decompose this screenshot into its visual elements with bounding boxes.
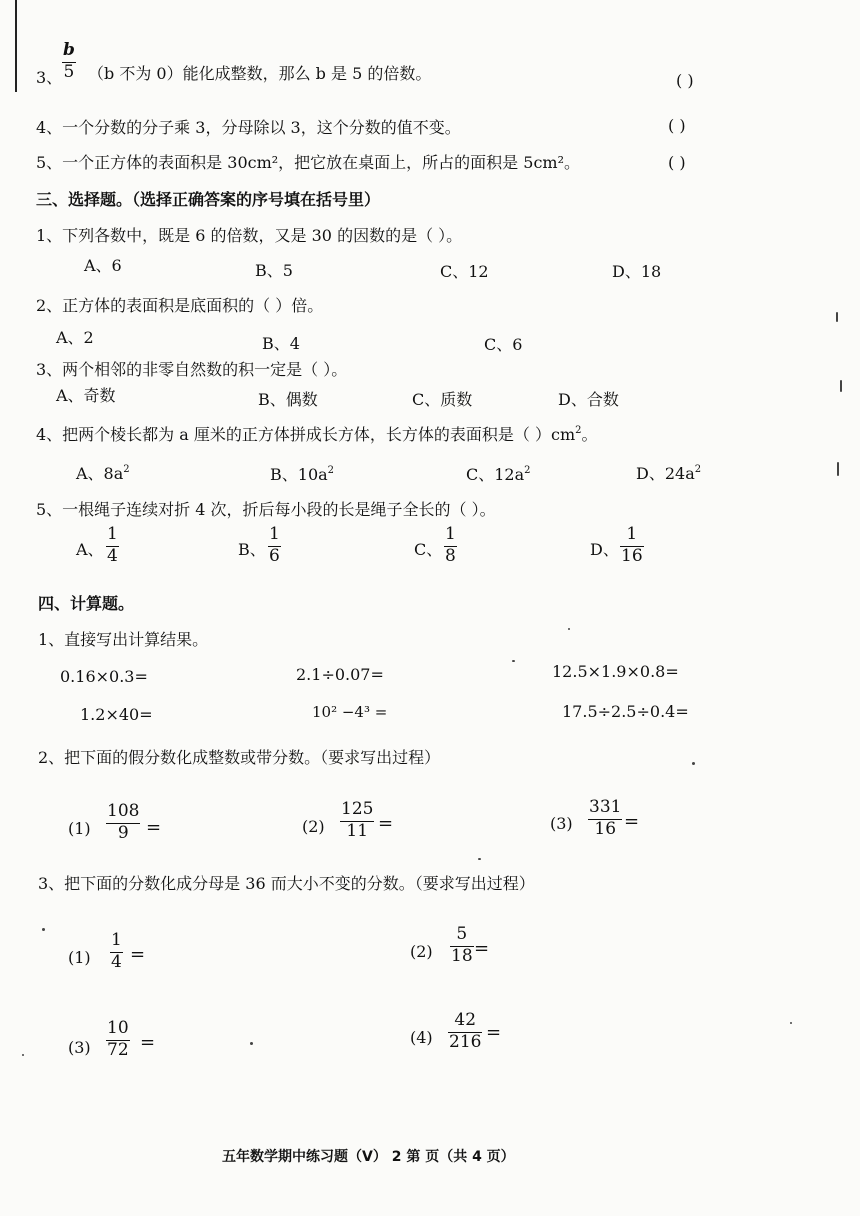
judge-q3-number: 3、 xyxy=(36,68,63,87)
fraction-denominator: 11 xyxy=(346,820,369,841)
fraction-numerator: 108 xyxy=(107,801,140,821)
choice-q3-option-b: B、偶数 xyxy=(258,390,318,409)
option-exponent: 2 xyxy=(524,465,531,476)
calc-q3-text: 3、把下面的分数化成分母是 36 而大小不变的分数。（要求写出过程） xyxy=(38,874,535,893)
choice-q5-option-a-label: A、 xyxy=(76,540,104,559)
fraction-denominator: 16 xyxy=(621,545,643,566)
calc-q3-item-1-equals: = xyxy=(130,944,146,965)
calc-q3-item-2-fraction xyxy=(450,926,474,966)
calc-q2-item-2-label: (2) xyxy=(302,817,325,836)
calc-q3-item-4-label: (4) xyxy=(410,1028,433,1047)
option-text: A、8a xyxy=(76,464,124,483)
choice-q3-option-a: A、奇数 xyxy=(56,386,116,405)
fraction-numerator: 125 xyxy=(341,799,374,819)
choice-q4-option-a xyxy=(76,465,130,482)
calc-q1-expr-3: 12.5×1.9×0.8= xyxy=(552,662,679,681)
calc-q3-item-2-equals: = xyxy=(474,938,490,959)
scan-speck xyxy=(840,380,842,392)
choice-q2-option-c: C、6 xyxy=(484,335,523,354)
calc-q3-item-4-fraction xyxy=(448,1012,482,1052)
choice-q5-option-d-label: D、 xyxy=(590,540,619,559)
calc-q2-item-3-equals: = xyxy=(624,811,640,832)
fraction-numerator: 1 xyxy=(445,524,456,544)
scan-speck xyxy=(790,1022,792,1024)
choice-q1-option-a: A、6 xyxy=(84,256,122,275)
fraction-numerator: b xyxy=(63,40,75,60)
fraction-numerator: 1 xyxy=(269,524,280,544)
choice-q3-text: 3、两个相邻的非零自然数的积一定是（ ）。 xyxy=(36,360,348,379)
choice-q5-option-b-fraction xyxy=(268,526,281,566)
calc-q2-item-1-label: (1) xyxy=(68,819,91,838)
calc-q1-text: 1、直接写出计算结果。 xyxy=(38,630,209,649)
fraction-denominator: 9 xyxy=(117,822,129,843)
judge-q5-text: 5、一个正方体的表面积是 30cm²，把它放在桌面上，所占的面积是 5cm²。 xyxy=(36,153,580,172)
scan-speck xyxy=(42,928,45,931)
fraction-denominator: 4 xyxy=(107,545,118,566)
scan-speck xyxy=(22,1054,24,1056)
scan-speck xyxy=(478,858,481,860)
choice-q1-option-b: B、5 xyxy=(255,261,293,280)
calc-q1-expr-5: 10² −4³ = xyxy=(312,703,388,721)
judge-q4-text: 4、一个分数的分子乘 3，分母除以 3，这个分数的值不变。 xyxy=(36,118,461,137)
scan-speck xyxy=(250,1042,253,1045)
option-exponent: 2 xyxy=(327,465,335,476)
choice-q1-text: 1、下列各数中，既是 6 的倍数，又是 30 的因数的是（ ）。 xyxy=(36,226,463,245)
option-text: C、12a xyxy=(466,465,525,484)
calc-section-title: 四、计算题。 xyxy=(38,594,135,613)
scan-speck xyxy=(692,762,695,765)
judge-q3-fraction xyxy=(62,42,76,82)
judge-q4-answer-parens: ( ) xyxy=(668,116,686,135)
calc-q2-item-1-fraction xyxy=(106,803,140,843)
choice-q3-option-d: D、合数 xyxy=(558,390,619,409)
calc-q1-expr-2: 2.1÷0.07= xyxy=(296,665,384,684)
choice-q2-option-a: A、2 xyxy=(56,328,94,347)
calc-q2-item-1-equals: = xyxy=(146,817,162,838)
choice-q4-option-c xyxy=(466,466,531,483)
calc-q2-item-3-label: (3) xyxy=(550,814,573,833)
choice-q2-text: 2、正方体的表面积是底面积的（ ）倍。 xyxy=(36,296,324,315)
choice-q4-text xyxy=(36,426,598,443)
option-exponent: 2 xyxy=(694,464,702,475)
fraction-numerator: 1 xyxy=(111,930,122,950)
scan-speck xyxy=(836,312,838,322)
calc-q1-expr-4: 1.2×40= xyxy=(80,705,153,724)
calc-q3-item-1-label: (1) xyxy=(68,948,91,967)
choice-q5-option-b-label: B、 xyxy=(238,540,266,559)
calc-q2-item-2-equals: = xyxy=(378,813,394,834)
judge-q3-text: （b 不为 0）能化成整数，那么 b 是 5 的倍数。 xyxy=(88,64,432,83)
choice-q1-option-c: C、12 xyxy=(440,262,489,281)
choice-q4-option-d xyxy=(636,465,701,482)
fraction-numerator: 1 xyxy=(626,524,638,544)
scan-speck xyxy=(512,660,515,662)
judge-q3-answer-parens: ( ) xyxy=(676,71,694,90)
fraction-denominator: 5 xyxy=(63,61,75,82)
choice-q2-option-b: B、4 xyxy=(262,334,300,353)
scan-speck xyxy=(837,462,839,476)
choice-q5-option-d-fraction xyxy=(620,526,644,566)
choice-q4-text-end: 。 xyxy=(581,425,598,444)
choice-q5-text: 5、一根绳子连续对折 4 次，折后每小段的长是绳子全长的（ ）。 xyxy=(36,500,496,519)
calc-q3-item-3-equals: = xyxy=(140,1032,156,1053)
calc-q3-item-3-fraction xyxy=(106,1020,130,1060)
judge-q5-answer-parens: ( ) xyxy=(668,153,686,172)
calc-q2-item-2-fraction xyxy=(340,801,374,841)
choice-q4-text-main: 4、把两个棱长都为 a 厘米的正方体拼成长方体，长方体的表面积是（ ）cm xyxy=(36,425,576,444)
choice-section-title: 三、选择题。（选择正确答案的序号填在括号里） xyxy=(36,190,381,209)
choice-q5-option-c-label: C、 xyxy=(414,540,443,559)
fraction-denominator: 4 xyxy=(111,951,122,972)
fraction-denominator: 16 xyxy=(594,818,617,839)
choice-q5-option-a-fraction xyxy=(106,526,119,566)
option-text: B、10a xyxy=(270,465,328,484)
calc-q1-expr-1: 0.16×0.3= xyxy=(60,667,148,686)
choice-q1-option-d: D、18 xyxy=(612,262,662,281)
page-edge-line xyxy=(15,0,17,92)
calc-q2-item-3-fraction xyxy=(588,799,622,839)
fraction-denominator: 8 xyxy=(445,545,456,566)
fraction-numerator: 331 xyxy=(589,797,622,817)
calc-q3-item-1-fraction xyxy=(110,932,123,972)
choice-q5-option-c-fraction xyxy=(444,526,457,566)
fraction-denominator: 6 xyxy=(269,545,280,566)
page-footer: 五年数学期中练习题（V） 2 第 页（共 4 页） xyxy=(222,1149,515,1165)
calc-q3-item-2-label: (2) xyxy=(410,942,433,961)
fraction-numerator: 42 xyxy=(454,1010,477,1030)
fraction-numerator: 5 xyxy=(456,924,468,944)
choice-q4-option-b xyxy=(270,466,334,483)
fraction-denominator: 72 xyxy=(107,1039,129,1060)
option-text: D、24a xyxy=(636,464,695,483)
fraction-numerator: 1 xyxy=(107,524,118,544)
calc-q2-text: 2、把下面的假分数化成整数或带分数。（要求写出过程） xyxy=(38,748,441,767)
scan-speck xyxy=(568,628,570,630)
calc-q1-expr-6: 17.5÷2.5÷0.4= xyxy=(562,702,689,721)
fraction-denominator: 18 xyxy=(451,945,473,966)
option-exponent: 2 xyxy=(123,464,130,475)
choice-q3-option-c: C、质数 xyxy=(412,390,473,409)
fraction-numerator: 10 xyxy=(107,1018,129,1038)
choice-q4-unit-exponent: 2 xyxy=(575,425,582,436)
calc-q3-item-4-equals: = xyxy=(486,1022,502,1043)
calc-q3-item-3-label: (3) xyxy=(68,1038,91,1057)
fraction-denominator: 216 xyxy=(449,1031,482,1052)
